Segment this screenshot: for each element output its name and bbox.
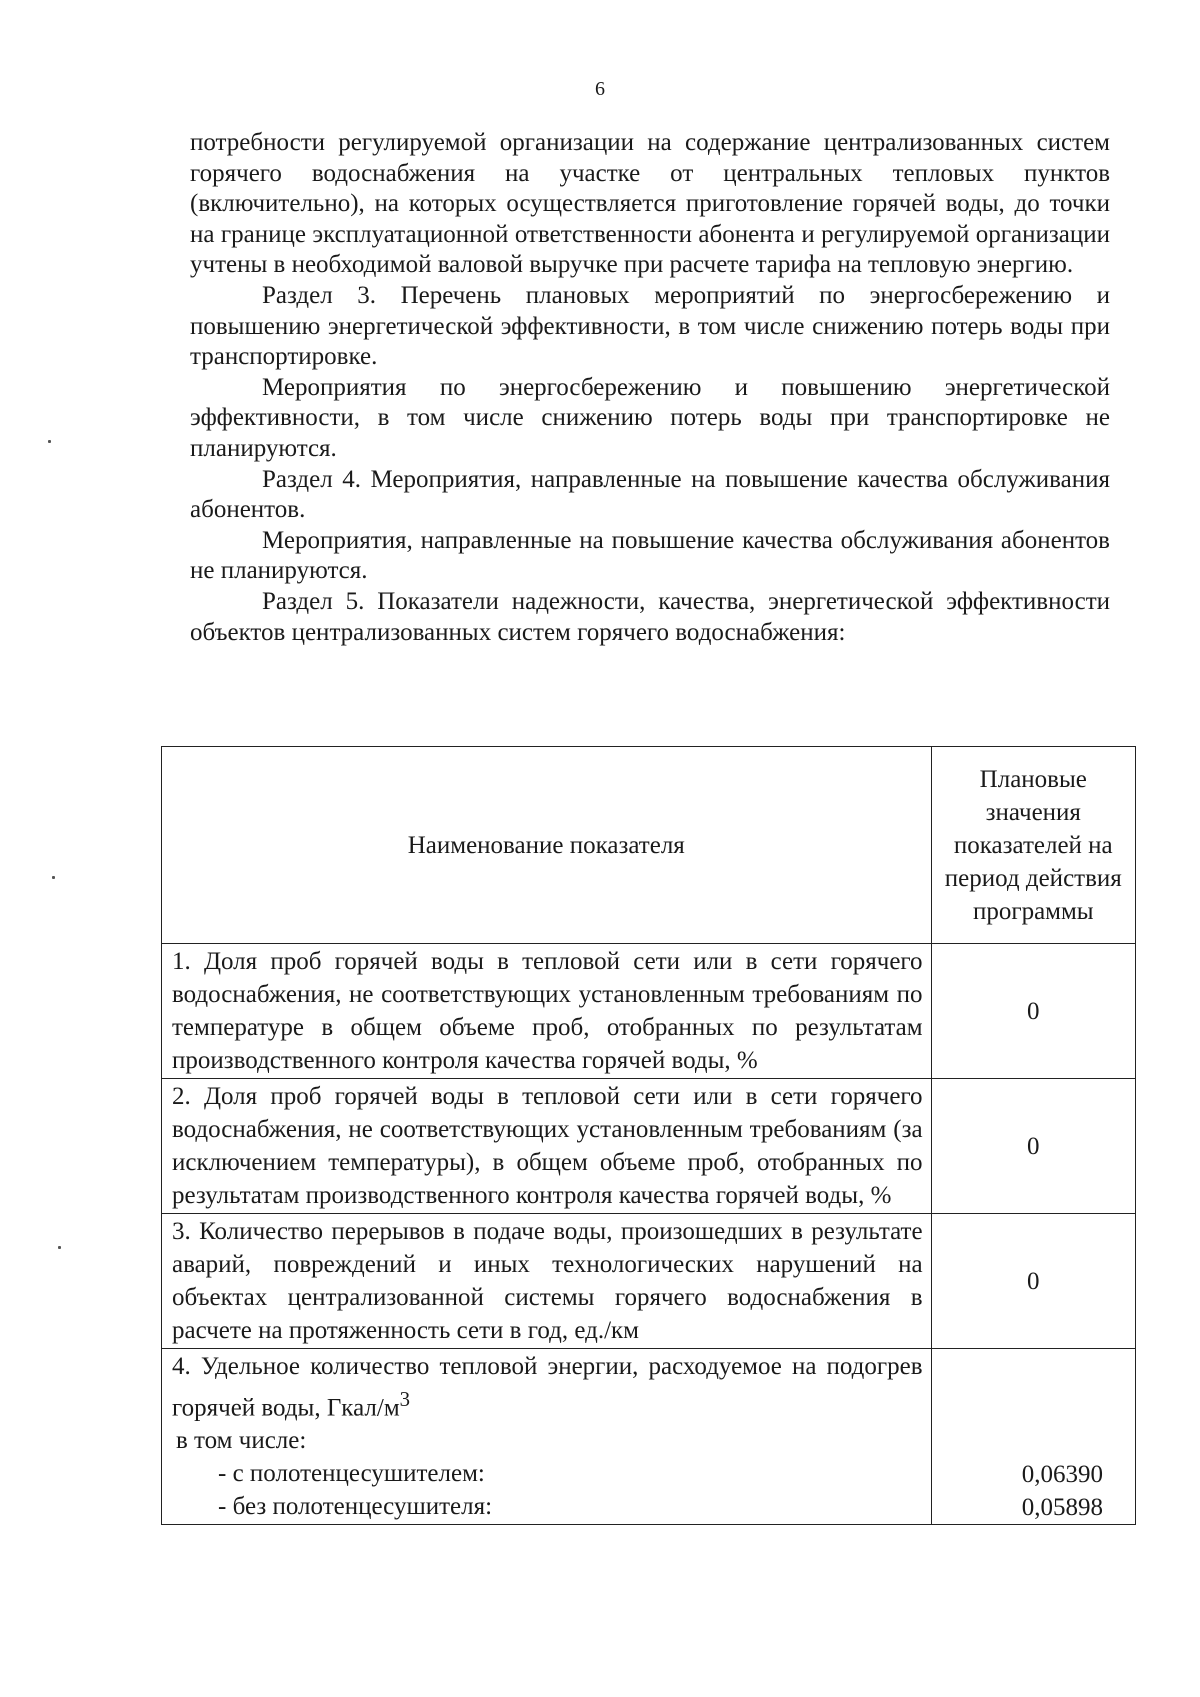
superscript-3: 3 — [399, 1387, 411, 1411]
paragraph-section-5: Раздел 5. Показатели надежности, качества, энергетической эффективности объектов централизованных систем горячего водоснабжения: — [190, 587, 1110, 646]
paragraph-section-3: Раздел 3. Перечень плановых мероприятий по энергосбережению и повышению энергетической эффективности, в том числе снижению потерь воды при транспортировке. — [190, 281, 1110, 371]
table-header-row — [162, 747, 1136, 944]
paragraph-section-3-text: Мероприятия по энергосбережению и повышению энергетической эффективности, в том числе снижению потерь воды при транспортировке не планируются. — [190, 373, 1110, 462]
indicator-4-title: 4. Удельное количество тепловой энергии, расходуемое на подогрев горячей воды, Гкал/м — [172, 1353, 923, 1422]
indicator-value: 0 — [931, 1079, 1135, 1214]
indicators-table — [161, 746, 1136, 1525]
table-row — [162, 1349, 1136, 1525]
sub-item-without-towel-dryer: - без полотенцесушителя: — [218, 1493, 493, 1521]
header-planned-values: Плановые значения показателей на период действия программы — [931, 747, 1135, 944]
table-row — [162, 1214, 1136, 1349]
indicator-name: 2. Доля проб горячей воды в тепловой сети или в сети горячего водоснабжения, не соответствующих установленным требованиям (за исключением температуры), в общем объеме проб, отобранных по результатам производственного контроля качества горячей воды, % — [162, 1079, 932, 1214]
paragraph-continuation: потребности регулируемой организации на содержание централизованных систем горячего водоснабжения на участке от центральных тепловых пунктов (включительно), на которых осуществляется приготовление горячей воды, до точки на границе эксплуатационной ответственности абонента и регулируемой организации учтены в необходимой валовой выручке при расчете тарифа на тепловую энергию. — [190, 129, 1110, 279]
body-text — [190, 128, 1110, 648]
indicator-value: 0 — [931, 1214, 1135, 1349]
header-indicator-name: Наименование показателя — [162, 747, 932, 944]
indicator-name-4 — [162, 1349, 932, 1525]
margin-speck — [58, 1246, 61, 1249]
indicator-name: 1. Доля проб горячей воды в тепловой сети или в сети горячего водоснабжения, не соответствующих установленным требованиям по температуре в общем объеме проб, отобранных по результатам производственного контроля качества горячей воды, % — [162, 944, 932, 1079]
sub-item-with-towel-dryer: - с полотенцесушителем: — [218, 1460, 485, 1488]
table-row — [162, 1079, 1136, 1214]
margin-speck — [48, 440, 51, 443]
margin-speck — [52, 876, 55, 879]
including-label: в том числе: — [176, 1427, 307, 1455]
value-without-towel-dryer: 0,05898 — [1021, 1494, 1103, 1522]
paragraph-section-4: Раздел 4. Мероприятия, направленные на повышение качества обслуживания абонентов. — [190, 465, 1110, 524]
indicator-value: 0 — [931, 944, 1135, 1079]
page-number: 6 — [595, 78, 605, 100]
table-row — [162, 944, 1136, 1079]
paragraph-section-4-text: Мероприятия, направленные на повышение качества обслуживания абонентов не планируются. — [190, 526, 1110, 585]
indicator-4-values — [931, 1349, 1135, 1525]
indicator-name: 3. Количество перерывов в подаче воды, произошедших в результате аварий, повреждений и иных технологических нарушений на объектах централизованной системы горячего водоснабжения в расчете на протяженность сети в год, ед./км — [162, 1214, 932, 1349]
value-with-towel-dryer: 0,06390 — [1021, 1461, 1103, 1489]
